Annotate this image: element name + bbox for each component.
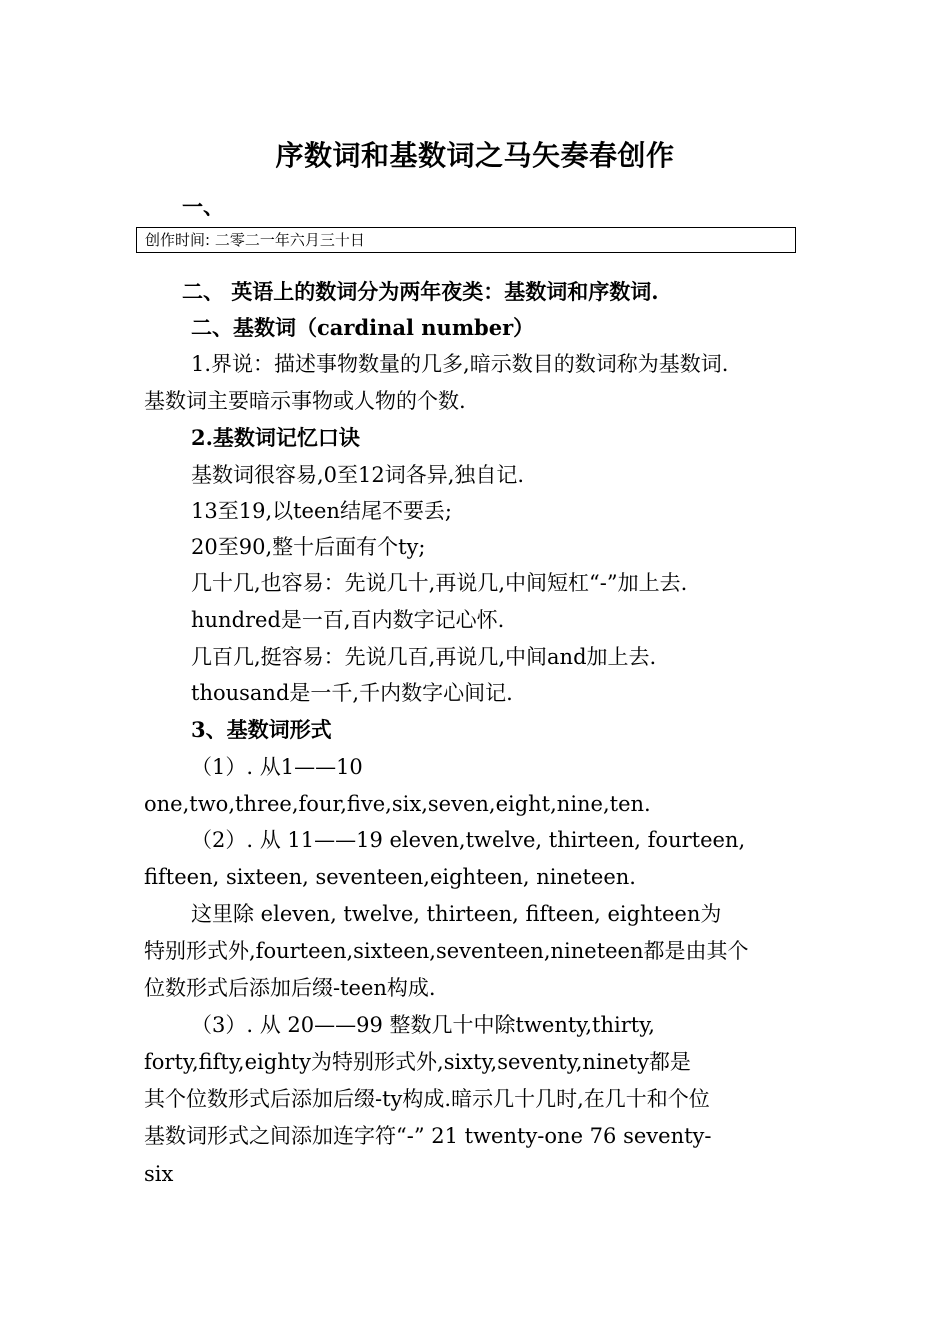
definition-line-cont: 基数词主要暗示事物或人物的个数. xyxy=(144,389,466,413)
forms-note: 位数形式后添加后缀-teen构成. xyxy=(144,976,436,1000)
intro-line: 二、 英语上的数词分为两年夜类：基数词和序数词. xyxy=(182,279,659,304)
forms-heading: 3、基数词形式 xyxy=(191,717,332,742)
mnemonic-line: 几十几,也容易：先说几十,再说几,中间短杠“-”加上去. xyxy=(191,571,688,595)
forms-item-3-cont: 其个位数形式后添加后缀-ty构成.暗示几十几时,在几十和个位 xyxy=(144,1087,710,1111)
mnemonic-line: hundred是一百,百内数字记心怀. xyxy=(191,608,505,632)
mnemonic-line: 13至19,以teen结尾不要丢; xyxy=(191,499,453,523)
document-title: 序数词和基数词之马矢奏春创作 xyxy=(275,139,675,172)
forms-item-2-words: fifteen, sixteen, seventeen,eighteen, nineteen. xyxy=(144,865,636,889)
cardinal-heading: 二、基数词（cardinal number） xyxy=(191,315,535,340)
forms-note: 这里除 eleven, twelve, thirteen, fifteen, eighteen为 xyxy=(191,902,722,926)
mnemonic-heading: 2.基数词记忆口诀 xyxy=(191,425,360,450)
mnemonic-line: 20至90,整十后面有个ty; xyxy=(191,535,426,559)
definition-line: 1.界说：描述事物数量的几多,暗示数目的数词称为基数词. xyxy=(191,352,729,376)
forms-note: 特别形式外,fourteen,sixteen,seventeen,nineteen都是由其个 xyxy=(144,939,749,963)
mnemonic-line: 基数词很容易,0至12词各异,独自记. xyxy=(191,463,525,487)
forms-item-1: （1）. 从1——10 xyxy=(191,755,363,779)
creation-time-box: 创作时间: 二零二一年六月三十日 xyxy=(136,227,796,253)
forms-item-3-cont: forty,fifty,eighty为特别形式外,sixty,seventy,ninety都是 xyxy=(144,1050,691,1074)
mnemonic-line: 几百几,挺容易：先说几百,再说几,中间and加上去. xyxy=(191,645,657,669)
mnemonic-line: thousand是一千,千内数字心间记. xyxy=(191,681,513,705)
forms-item-3: （3）. 从 20——99 整数几十中除twenty,thirty, xyxy=(191,1013,655,1037)
forms-item-3-cont: 基数词形式之间添加连字符“-” 21 twenty-one 76 seventy- xyxy=(144,1124,712,1148)
section-one-heading: 一、 xyxy=(182,194,224,219)
forms-item-2: （2）. 从 11——19 eleven,twelve, thirteen, fourteen, xyxy=(191,828,746,852)
forms-item-3-cont: six xyxy=(144,1162,174,1186)
forms-item-1-words: one,two,three,four,five,six,seven,eight,nine,ten. xyxy=(144,792,651,816)
